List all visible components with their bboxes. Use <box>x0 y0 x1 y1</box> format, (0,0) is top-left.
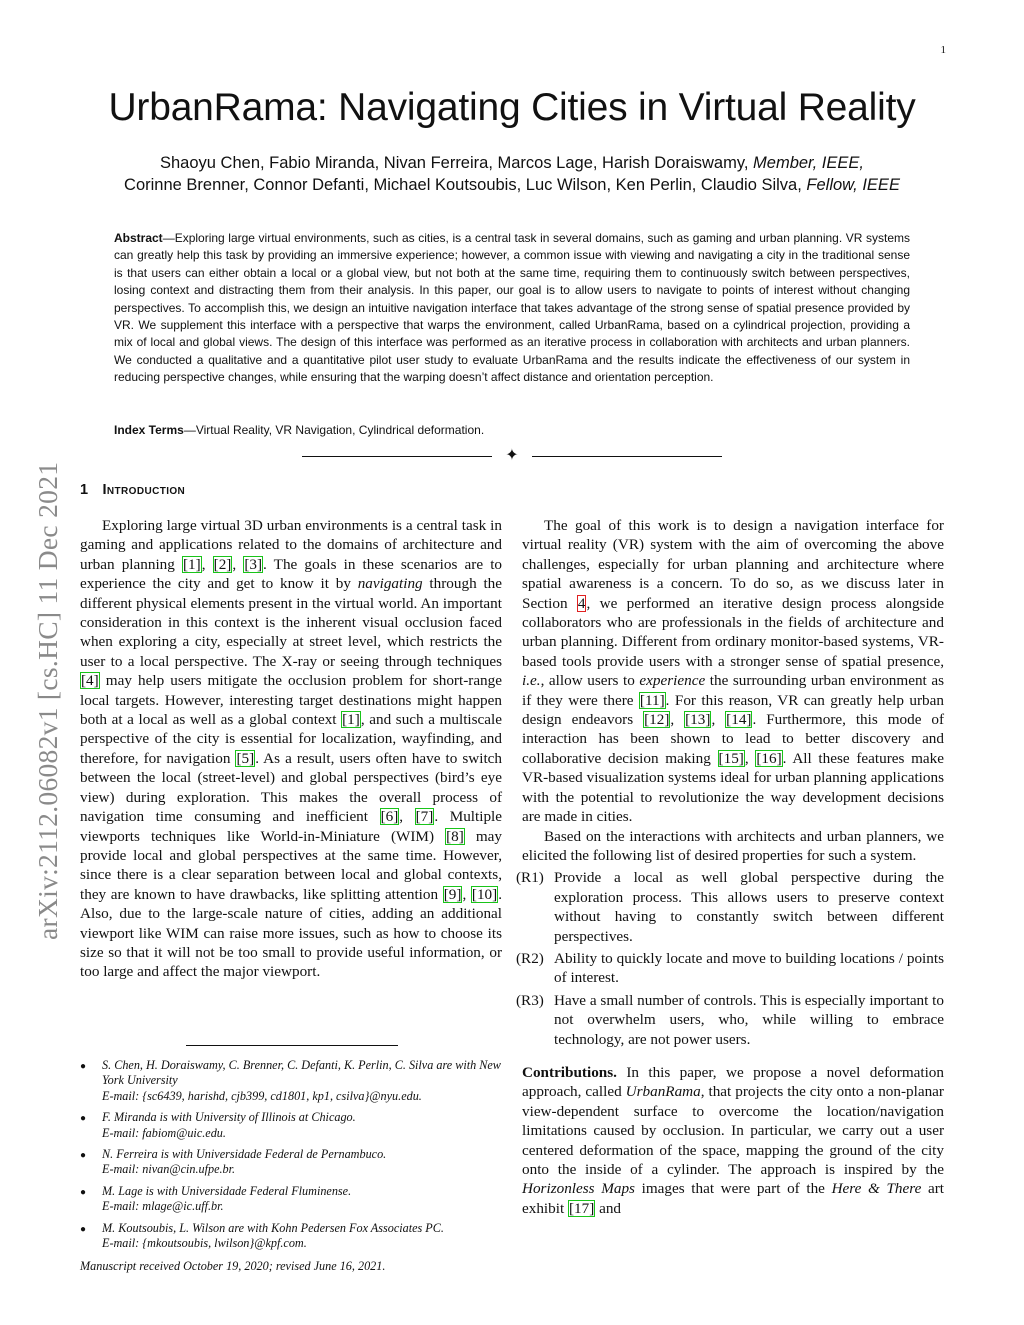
intro-paragraph: Exploring large virtual 3D urban environments is a central task in gaming and applications related to the domains of architecture and urban planning [1], [2], [3]. The goals in these scenarios are to experience the city and get to know it by navigating through the different physical elements present in the virtual world. An important consideration in this context is the inherent visual occlusion faced when exploring a city, especially at street level, which restricts the user to a local perspective. The X-ray or seeing through techniques [4] may help users mitigate the occlusion problem for short-range local targets. However, interesting target destinations might happen both at a local as well as a global context [1], and such a multiscale perspective of the city is essential for localization, wayfinding, and therefore, for navigation [5]. As a result, users often have to switch between the local (street-level) and global perspectives (bird’s eye view) during exploration. This makes the overall process of navigation time consuming and inefficient [6], [7]. Multiple viewports techniques like World-in-Miniature (WIM) [8] may provide local and global perspectives at the same time. However, since there is a clear separation between local and global contexts, they are known to have drawbacks, like splitting attention [9], [10]. Also, due to the large-scale nature of cities, adding an additional viewport like WIM can raise more issues, such as how to choose its size so that it will not be too small to provide useful information, or too large and affect the major viewport. <box>80 517 503 981</box>
citation-link[interactable]: [1] <box>183 555 201 573</box>
section-number: 1 <box>80 482 89 498</box>
citation-link[interactable]: [11] <box>639 691 665 709</box>
paper-title: UrbanRama: Navigating Cities in Virtual Reality <box>108 86 916 129</box>
footnote-email[interactable]: E-mail: fabiom@uic.edu. <box>102 1125 226 1140</box>
contributions-label: Contributions. <box>522 1063 617 1081</box>
bullet-icon: ● <box>80 1150 87 1162</box>
footnotes <box>80 1058 502 1275</box>
requirement-text: Ability to quickly locate and move to building locations / points of interest. <box>554 949 944 987</box>
footnote-email[interactable]: E-mail: nivan@cin.ufpe.br. <box>102 1162 236 1177</box>
requirement-tag: (R3) <box>516 991 544 1009</box>
citation-link[interactable]: [5] <box>236 749 255 767</box>
footnote: ● F. Miranda is with University of Illinois at Chicago. E-mail: fabiom@uic.edu. <box>80 1110 502 1141</box>
requirement-tag: (R1) <box>516 869 544 887</box>
footnote-rule <box>186 1045 398 1046</box>
index-terms-text: Virtual Reality, VR Navigation, Cylindrical deformation. <box>195 423 485 437</box>
bullet-icon: ● <box>80 1113 87 1125</box>
requirement-text: Provide a local as well global perspective during the exploration process. This allows users to preserve context without having to constantly switch between different perspectives. <box>554 869 944 945</box>
abstract: Abstract—Exploring large virtual environments, such as cities, is a central task in several domains, such as gaming and urban planning. VR systems can greatly help this task by providing an immersive experience; however, a common issue with viewing and navigating a city in the traditional sense is that users can either obtain a local or a global view, but not both at the same time, requiring them to continuously switch between perspectives, losing context and distracting them from their analysis. In this paper, our goal is to allow users to navigate to points of interest without changing perspectives. To accomplish this, we design an intuitive navigation interface that takes advantage of the strong sense of spatial presence provided by VR. We supplement this interface with a perspective that warps the environment, called UrbanRama, based on a cylindrical projection, providing a mix of local and global views. The design of this interface was performed as an iterative process in collaboration with architects and urban planners. We conducted a qualitative and a quantitative pilot user study to evaluate UrbanRama and the results indicate the effectiveness of our system in reducing perspective changes, while ensuring that the warping doesn’t affect distance and orientation perception. <box>114 231 910 385</box>
index-terms-label: Index Terms <box>114 423 184 437</box>
citation-link[interactable]: [13] <box>685 711 711 729</box>
footnote-email[interactable]: E-mail: mlage@ic.uff.br. <box>102 1199 224 1214</box>
citation-link[interactable]: [16] <box>756 749 782 767</box>
abstract-text: Exploring large virtual environments, such as cities, is a central task in several domains, such as gaming and urban planning. VR systems can greatly help this task by providing an immersive experience; however, a common issue with viewing and navigating a city in the traditional sense is that users can either obtain a local or a global view, but not both at the same time, requiring them to continuously switch between perspectives, losing context and distracting them from their analysis. In this paper, our goal is to allow users to navigate to points of interest without changing perspectives. To accomplish this, we design an intuitive navigation interface that takes advantage of the strong sense of spatial presence provided by VR. We supplement this interface with a perspective that warps the environment, called UrbanRama, based on a cylindrical projection, providing a mix of local and global views. The design of this interface was performed as an iterative process in collaboration with architects and urban planners. We conducted a qualitative and a quantitative pilot user study to evaluate UrbanRama and the results indicate the effectiveness of our system in reducing perspective changes, while ensuring that the warping doesn’t affect distance and orientation perception. <box>114 231 910 385</box>
citation-link[interactable]: [12] <box>644 711 670 729</box>
properties-paragraph: Based on the interactions with architects and urban planners, we elicited the following list of desired properties for such a system. <box>522 827 944 864</box>
footnote: ● M. Koutsoubis, L. Wilson are with Kohn Pedersen Fox Associates PC. E-mail: {mkoutsoubis, lwilson}@kpf.com. <box>80 1221 502 1252</box>
requirement-item <box>516 991 944 1049</box>
right-column <box>516 516 945 1218</box>
requirement-text: Have a small number of controls. This is especially important to not overwhelm users, who, while willing to embrace technology, are not power users. <box>554 991 944 1048</box>
citation-link[interactable]: [14] <box>726 711 752 729</box>
author-line-1: Shaoyu Chen, Fabio Miranda, Nivan Ferreira, Marcos Lage, Harish Doraiswamy, Member, IEEE, <box>160 154 864 172</box>
citation-link[interactable]: [7] <box>415 808 434 826</box>
section-link[interactable]: 4 <box>577 594 586 612</box>
divider-star-icon: ✦ <box>505 447 519 464</box>
citation-link[interactable]: [3] <box>244 555 263 573</box>
bullet-icon: ● <box>80 1061 87 1072</box>
left-column <box>80 516 502 982</box>
goal-paragraph: The goal of this work is to design a navigation interface for virtual reality (VR) system with the aim of overcoming the above challenges, especially for urban planning and architecture where spatial awareness is a concern. To do so, as we discuss later in Section 4, we performed an iterative design process alongside collaborators who are professionals in the fields of architecture and urban planning. Different from ordinary monitor-based systems, VR-based tools provide users with a stronger sense of spatial presence, i.e., allow users to experience the surrounding urban environment as if they were there [11]. For this reason, VR can greatly help urban design endeavors [12], [13], [14]. Furthermore, this mode of interaction has been shown to lead to better discovery and collaborative decision making [15], [16]. All these features make VR-based visualization systems ideal for urban planning applications with the potential to revolutionize the way development decisions are made in cities. <box>522 517 945 826</box>
citation-link[interactable]: [8] <box>446 827 464 845</box>
footnote: ● N. Ferreira is with Universidade Federal de Pernambuco. E-mail: nivan@cin.ufpe.br. <box>80 1147 502 1178</box>
section-title: Introduction <box>102 482 186 498</box>
divider-line-right <box>532 456 722 457</box>
citation-link[interactable]: [9] <box>443 885 462 903</box>
citation-link[interactable]: [4] <box>81 672 99 690</box>
author-role-2: Fellow, IEEE <box>806 176 900 194</box>
bullet-icon: ● <box>80 1223 87 1235</box>
citation-link[interactable]: [1] <box>342 711 360 729</box>
section-divider <box>302 448 722 466</box>
footnote-email[interactable]: E-mail: {sc6439, harishd, cjb399, cd1801, kp1, csilva}@nyu.edu. <box>102 1088 422 1103</box>
citation-link[interactable]: [2] <box>213 555 232 573</box>
bullet-icon: ● <box>80 1186 87 1198</box>
citation-link[interactable]: [17] <box>568 1199 595 1217</box>
author-role-1: Member, IEEE, <box>753 154 864 172</box>
section-heading <box>80 482 185 498</box>
requirement-item <box>516 868 944 946</box>
arxiv-stamp[interactable]: arXiv:2112.06082v1 [cs.HC] 11 Dec 2021 <box>32 461 63 940</box>
footnote: ● S. Chen, H. Doraiswamy, C. Brenner, C. Defanti, K. Perlin, C. Silva are with New York University E-mail: {sc6439, harishd, cjb399, cd1801, kp1, csilva}@nyu.edu. <box>80 1058 501 1103</box>
page-number: 1 <box>940 44 946 56</box>
author-line-2: Corinne Brenner, Connor Defanti, Michael Koutsoubis, Luc Wilson, Ken Perlin, Claudio Silva, Fellow, IEEE <box>124 176 900 194</box>
citation-link[interactable]: [15] <box>718 749 744 767</box>
abstract-label: Abstract <box>114 231 163 245</box>
contributions-paragraph: Contributions. In this paper, we propose a novel deformation approach, called UrbanRama, that projects the city onto a non-planar view-dependent surface to overcome the location/navigation limitations caused by occlusion. In particular, we carry out a user centered deformation of the space, mapping the ground of the city onto the inside of a cylinder. The approach is inspired by the Horizonless Maps images that were part of the Here & There art exhibit [17] and <box>522 1063 944 1217</box>
author-list <box>60 152 964 196</box>
citation-link[interactable]: [10] <box>471 885 498 903</box>
citation-link[interactable]: [6] <box>380 808 399 826</box>
index-terms: Index Terms—Virtual Reality, VR Navigation, Cylindrical deformation. <box>114 423 485 437</box>
requirement-item <box>516 949 944 988</box>
requirement-tag: (R2) <box>516 949 544 967</box>
footnote: ● M. Lage is with Universidade Federal Fluminense. E-mail: mlage@ic.uff.br. <box>80 1184 502 1215</box>
manuscript-note: Manuscript received October 19, 2020; revised June 16, 2021. <box>80 1259 386 1274</box>
divider-line-left <box>302 456 492 457</box>
footnote-email[interactable]: E-mail: {mkoutsoubis, lwilson}@kpf.com. <box>102 1236 307 1251</box>
